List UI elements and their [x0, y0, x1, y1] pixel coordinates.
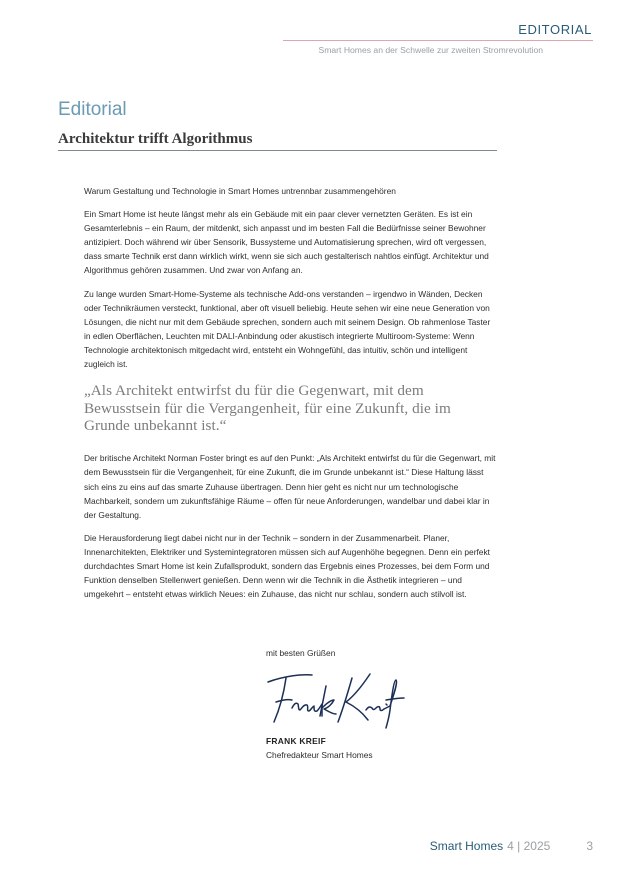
body-paragraph-1: Ein Smart Home ist heute längst mehr als ein Gebäude mit ein paar clever vernetzten Geräten. Es ist ein Gesamterlebnis – ein Raum, der mitdenkt, sich anpasst und im besten Fall die Bedürfnisse seiner Bewohner antizipiert. Doch während wir über Sensorik, Bussysteme und Automatisierung sprechen, wird oft vergessen, dass smarte Technik erst dann wirklich wirkt, wenn sie sich auch gestalterisch nahtlos einfügt. Architektur und Algorithmus gehören zusammen. Und zwar von Anfang an.: [84, 209, 489, 276]
page-number: 3: [586, 839, 593, 853]
closing-greeting: mit besten Grüßen: [266, 648, 336, 658]
header-rule: [283, 40, 593, 41]
article-subtitle: Architektur trifft Algorithmus: [58, 131, 253, 147]
article-title: Editorial: [58, 99, 127, 120]
magazine-name: Smart Homes: [429, 839, 504, 853]
body-paragraph-4: Die Herausforderung liegt dabei nicht nur in der Technik – sondern in der Zusammenarbeit. Planer, Innenarchitekten, Elektriker und Systemintegratoren müssen sich auf Augenhöhe begegnen. Denn ein perfekt durchdachtes Smart Home ist kein Zufallsprodukt, sondern das Ergebnis eines Prozesses, bei dem Form und Funktion denselben Stellenwert genießen. Denn wenn wir die Technik in die Ästhetik integrieren – und umgekehrt – entsteht etwas wirklich Neues: ein Zuhause, das nicht nur schlau, sondern auch stilvoll ist.: [84, 532, 490, 600]
body-paragraph-3: Der britische Architekt Norman Foster bringt es auf den Punkt: „Als Architekt entwirfst du für die Gegenwart, mit dem Bewusstsein für die Vergangenheit, für eine Zukunft, die im Grunde unbekannt ist.“ Diese Haltung lässt sich eins zu eins auf das smarte Zuhause übertragen. Denn hier geht es nicht nur um technologische Machbarkeit, sondern um zukunftsfähige Räume – offen für neue Anforderungen, wandelbar und dabei klar in der Gestaltung.: [84, 453, 496, 520]
section-label: EDITORIAL: [518, 22, 592, 37]
lead-paragraph: Warum Gestaltung und Technologie in Smart Homes untrennbar zusammengehören: [84, 186, 396, 196]
issue-number: 4 | 2025: [507, 839, 551, 853]
author-name: FRANK KREIF: [266, 736, 327, 746]
author-role: Chefredakteur Smart Homes: [266, 750, 373, 760]
running-header: [283, 22, 593, 56]
handwritten-signature: [262, 664, 412, 730]
title-rule: [58, 150, 497, 151]
body-paragraph-2: Zu lange wurden Smart-Home-Systeme als technische Add-ons verstanden – irgendwo in Wänden, Decken oder Technikräumen versteckt, funktional, aber oft visuell beliebig. Heute sehen wir eine neue Generation von Lösungen, die nicht nur mit dem Gebäude sprechen, sondern auch mit seinem Design. Ob rahmenlose Taster in edlen Oberflächen, Leuchten mit DALI-Anbindung oder akustisch integrierte Multiroom-Systeme: Wenn Technologie architektonisch mitgedacht wird, entsteht ein Wohngefühl, das intuitiv, schön und intelligent zugleich ist.: [84, 288, 491, 370]
article-body: [84, 184, 498, 610]
header-subtitle: Smart Homes an der Schwelle zur zweiten Stromrevolution: [318, 45, 543, 55]
pull-quote: „Als Architekt entwirfst du für die Gegenwart, mit dem Bewusstsein für die Vergangenheit, für eine Zukunft, die im Grunde unbekannt ist.“: [84, 382, 451, 434]
page-footer: [430, 839, 593, 853]
